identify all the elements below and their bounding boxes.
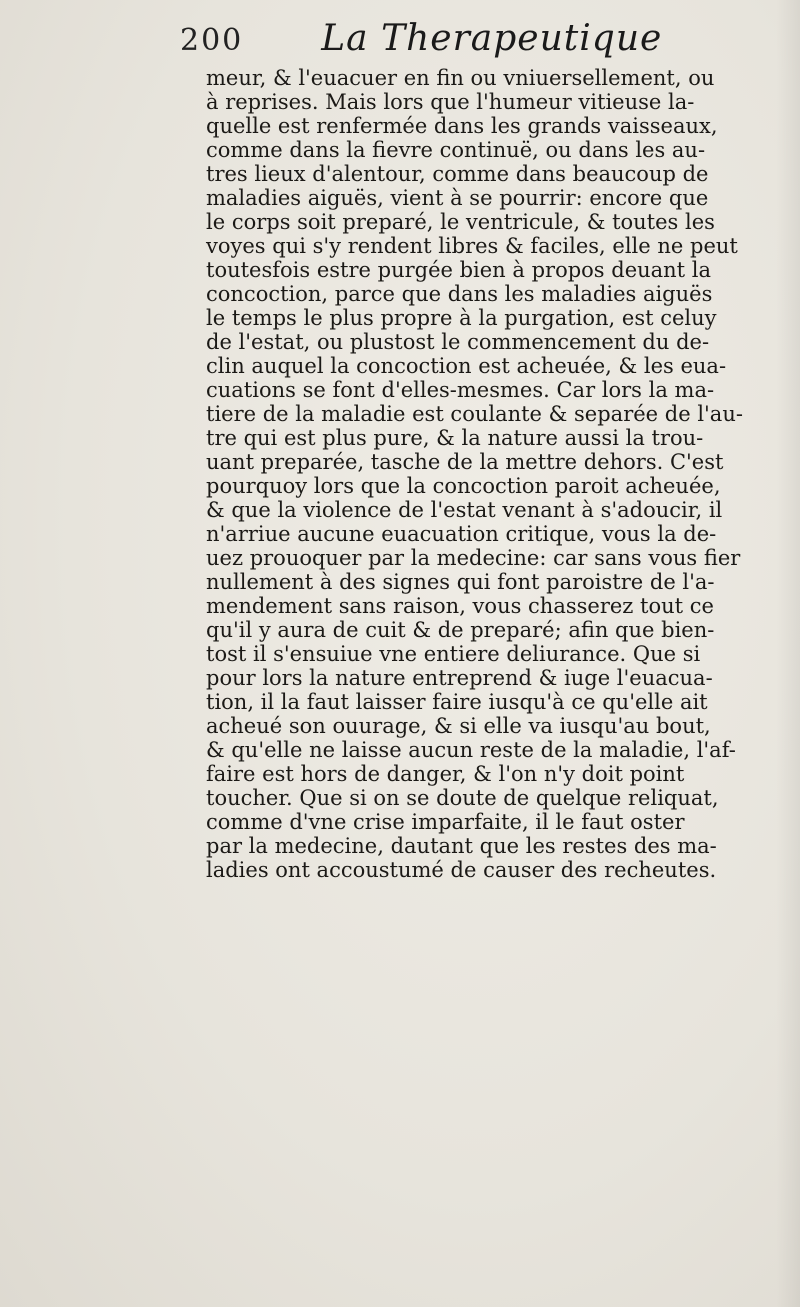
text-line: mendement sans raison, vous chasserez tout ce — [206, 594, 714, 618]
text-line: comme d'vne crise imparfaite, il le faut oster — [206, 810, 685, 834]
text-line: maladies aiguës, vient à se pourrir: encore que — [206, 186, 709, 210]
text-line: concoction, parce que dans les maladies aiguës — [206, 282, 713, 306]
text-line: tion, il la faut laisser faire iusqu'à ce qu'elle ait — [206, 690, 708, 714]
text-line: par la medecine, dautant que les restes des ma- — [206, 834, 717, 858]
text-line: ladies ont accoustumé de causer des recheutes. — [206, 858, 717, 882]
text-line: & que la violence de l'estat venant à s'adoucir, il — [206, 498, 723, 522]
text-line: qu'il y aura de cuit & de preparé; afin que bien- — [206, 618, 715, 642]
text-line: meur, & l'euacuer en fin ou vniuersellement, ou — [206, 66, 715, 90]
page-header — [180, 18, 740, 66]
text-line: comme dans la fievre continuë, ou dans les au- — [206, 138, 706, 162]
body-text — [206, 66, 766, 882]
text-line: pour lors la nature entreprend & iuge l'euacua- — [206, 666, 713, 690]
text-line: acheué son ouurage, & si elle va iusqu'au bout, — [206, 714, 711, 738]
text-line: tost il s'ensuiue vne entiere deliurance. Que si — [206, 642, 701, 666]
text-line: faire est hors de danger, & l'on n'y doit point — [206, 762, 685, 786]
text-line: toucher. Que si on se doute de quelque reliquat, — [206, 786, 719, 810]
text-line: tre qui est plus pure, & la nature aussi la trou- — [206, 426, 704, 450]
text-line: clin auquel la concoction est acheuée, & les eua- — [206, 354, 727, 378]
text-line: de l'estat, ou plustost le commencement du de- — [206, 330, 710, 354]
text-line: uant preparée, tasche de la mettre dehors. C'est — [206, 450, 724, 474]
page-number: 200 — [180, 23, 244, 58]
text-line: à reprises. Mais lors que l'humeur vitieuse la- — [206, 90, 695, 114]
page-edge-shadow — [776, 0, 800, 1307]
text-line: tres lieux d'alentour, comme dans beaucoup de — [206, 162, 709, 186]
text-line: & qu'elle ne laisse aucun reste de la maladie, l'af- — [206, 738, 736, 762]
running-title: La Therapeutique — [321, 18, 663, 59]
text-line: voyes qui s'y rendent libres & faciles, elle ne peut — [206, 234, 738, 258]
text-line: tiere de la maladie est coulante & separée de l'au- — [206, 402, 743, 426]
text-line: nullement à des signes qui font paroistre de l'a- — [206, 570, 715, 594]
text-line: uez prouoquer par la medecine: car sans vous fier — [206, 546, 741, 570]
text-line: toutesfois estre purgée bien à propos deuant la — [206, 258, 712, 282]
text-line: n'arriue aucune euacuation critique, vous la de- — [206, 522, 717, 546]
text-line: pourquoy lors que la concoction paroit acheuée, — [206, 474, 721, 498]
text-line: cuations se font d'elles-mesmes. Car lors la ma- — [206, 378, 715, 402]
text-line: le corps soit preparé, le ventricule, & toutes les — [206, 210, 715, 234]
text-line: le temps le plus propre à la purgation, est celuy — [206, 306, 717, 330]
text-line: quelle est renfermée dans les grands vaisseaux, — [206, 114, 718, 138]
